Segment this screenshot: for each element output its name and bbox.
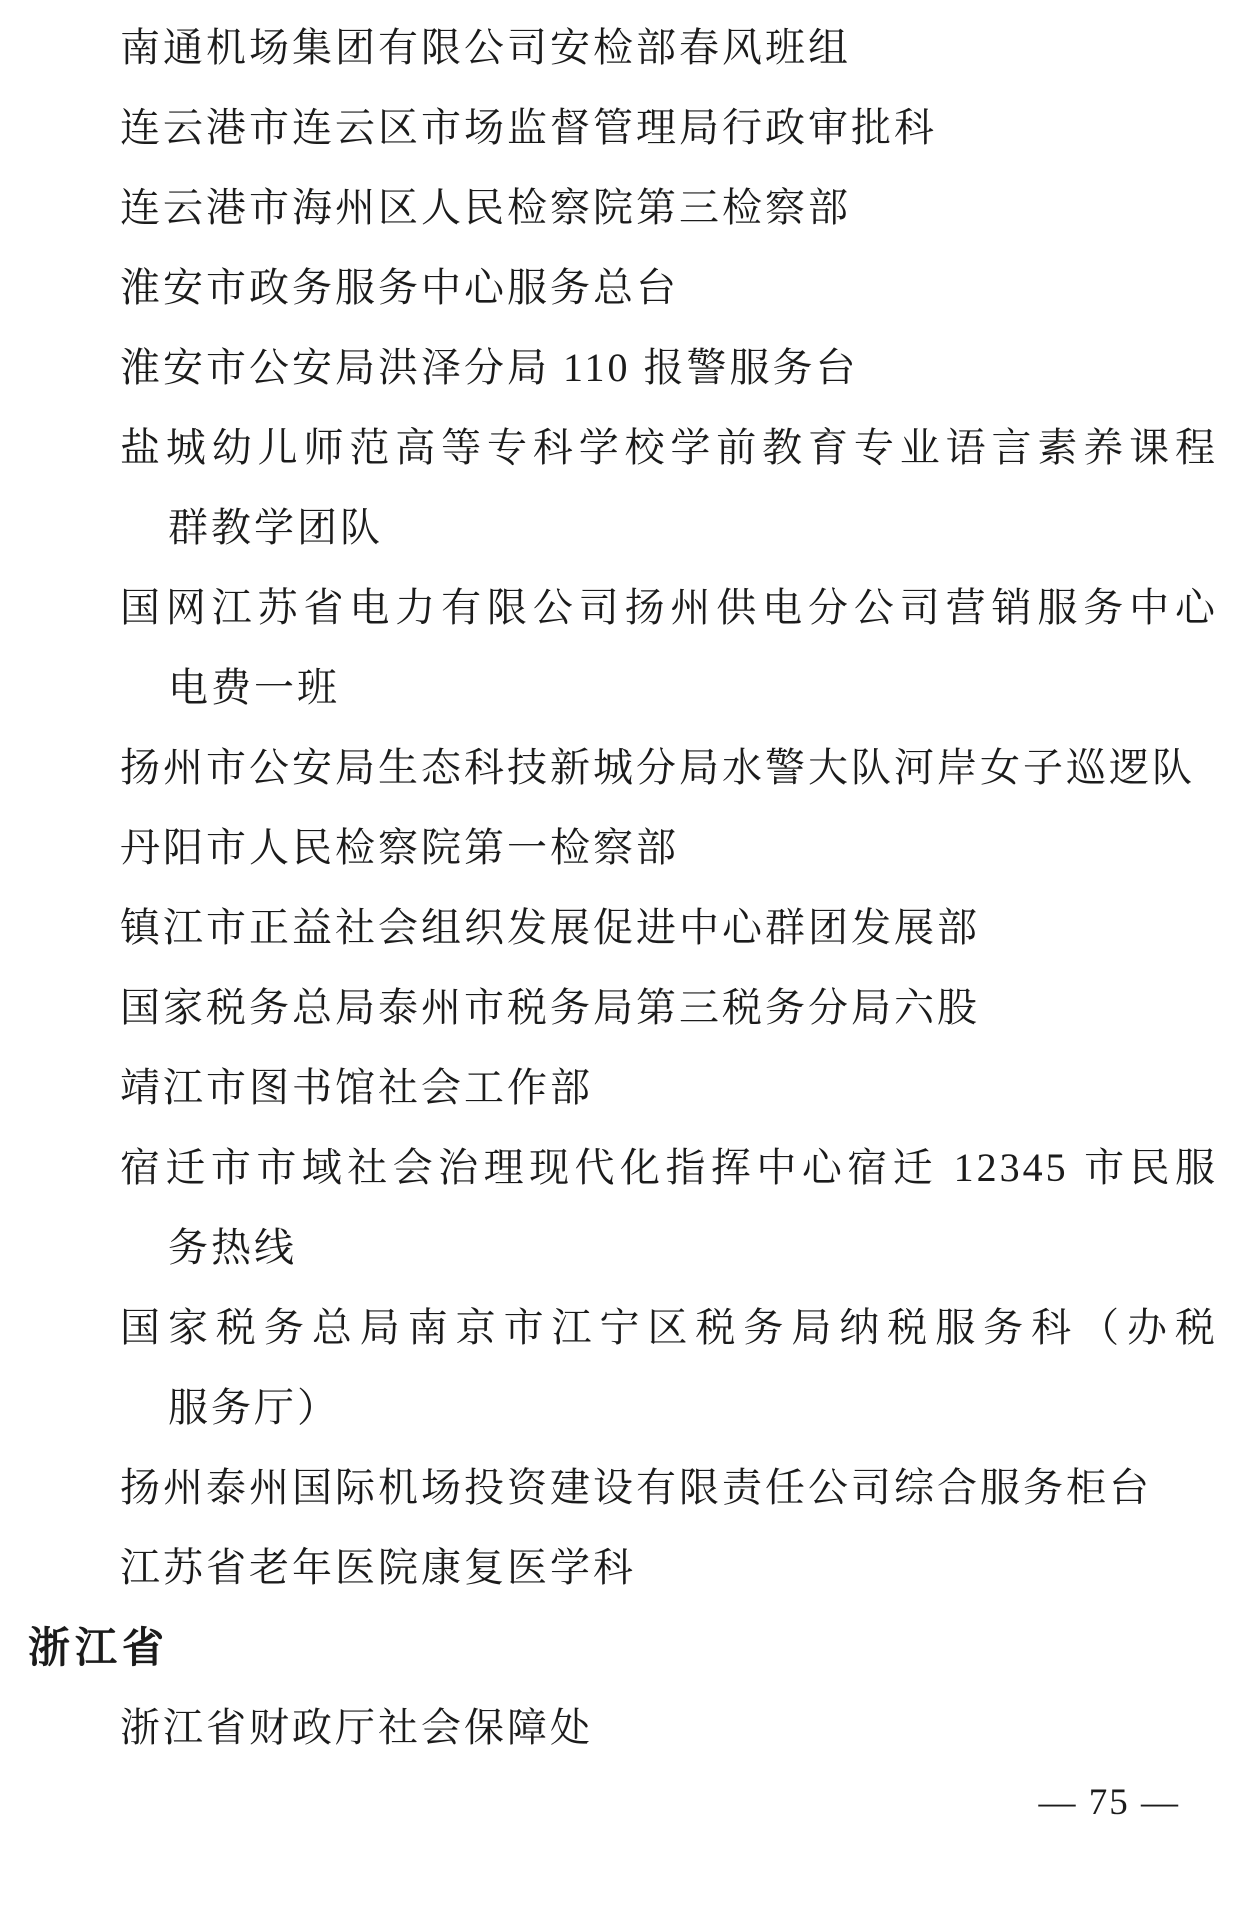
org-list-item: 淮安市公安局洪泽分局 110 报警服务台 xyxy=(120,345,859,390)
org-list-item: 淮安市政务服务中心服务总台 xyxy=(120,265,679,310)
org-list-item: 浙江省财政厅社会保障处 xyxy=(120,1705,593,1750)
org-list-item: 国家税务总局南京市江宁区税务局纳税服务科（办税 xyxy=(120,1305,1218,1350)
org-list-item-wrap: 群教学团队 xyxy=(168,505,383,550)
org-list-item: 南通机场集团有限公司安检部春风班组 xyxy=(120,25,851,70)
org-list-item-wrap: 电费一班 xyxy=(168,665,340,710)
org-list-item: 扬州市公安局生态科技新城分局水警大队河岸女子巡逻队 xyxy=(120,745,1195,790)
org-list-item: 江苏省老年医院康复医学科 xyxy=(120,1545,636,1590)
org-list-item: 宿迁市市域社会治理现代化指挥中心宿迁 12345 市民服 xyxy=(120,1145,1218,1190)
org-list-item: 扬州泰州国际机场投资建设有限责任公司综合服务柜台 xyxy=(120,1465,1152,1510)
org-list-item: 丹阳市人民检察院第一检察部 xyxy=(120,825,679,870)
org-list-item: 国家税务总局泰州市税务局第三税务分局六股 xyxy=(120,985,980,1030)
org-list-item: 国网江苏省电力有限公司扬州供电分公司营销服务中心 xyxy=(120,585,1218,630)
org-list-item: 靖江市图书馆社会工作部 xyxy=(120,1065,593,1110)
org-list-item: 镇江市正益社会组织发展促进中心群团发展部 xyxy=(120,905,980,950)
org-list-item-wrap: 服务厅） xyxy=(168,1385,340,1430)
org-list-item: 连云港市连云区市场监督管理局行政审批科 xyxy=(120,105,937,150)
org-list-item: 连云港市海州区人民检察院第三检察部 xyxy=(120,185,851,230)
province-section-heading: 浙江省 xyxy=(28,1624,170,1671)
page-number: — 75 — xyxy=(1038,1782,1180,1823)
org-list-item: 盐城幼儿师范高等专科学校学前教育专业语言素养课程 xyxy=(120,425,1218,470)
org-list-item-wrap: 务热线 xyxy=(168,1225,297,1270)
